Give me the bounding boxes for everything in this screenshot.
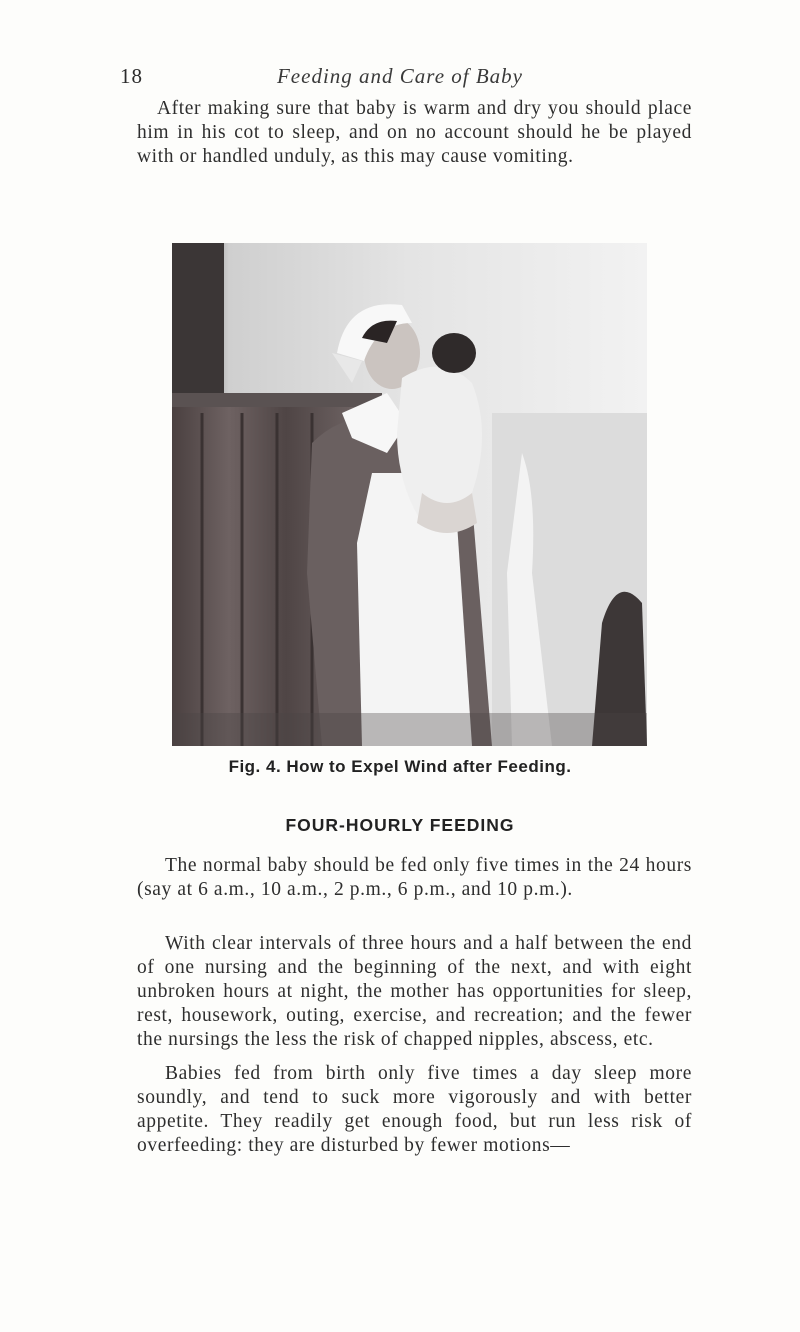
section-heading: FOUR-HOURLY FEEDING	[285, 815, 515, 835]
nurse-photo	[172, 243, 647, 746]
normal-baby-paragraph: The normal baby should be fed only five times in the 24 hours (say at 6 a.m., 10 a.m., 2 p.m., 6 p.m., and 10 p.m.).	[137, 855, 692, 900]
babies-paragraph: Babies fed from birth only five times a day sleep more soundly, and tend to suck more vigorously and with better appetite. They readily get enough food, but run less risk of overfeeding: they are disturbed by fewer motions—	[137, 1063, 692, 1156]
figure-caption: Fig. 4. How to Expel Wind after Feeding.	[228, 757, 572, 776]
intervals-paragraph: With clear intervals of three hours and a half between the end of one nursing and the beginning of the next, and with eight unbroken hours at night, the mother has opportunities for sleep, rest, housework, outing, exercise, and recreation; and the fewer the nursings the less the risk of chapped nipples, abscess, etc.	[137, 933, 692, 1050]
nurse-photo-figure	[172, 243, 647, 746]
page-number: 18	[120, 64, 143, 88]
page-header	[120, 64, 680, 94]
intro-paragraph: After making sure that baby is warm and dry you should place him in his cot to sleep, and on no account should he be played with or handled unduly, as this may cause vomiting.	[137, 98, 692, 167]
running-title: Feeding and Care of Baby	[276, 64, 523, 88]
